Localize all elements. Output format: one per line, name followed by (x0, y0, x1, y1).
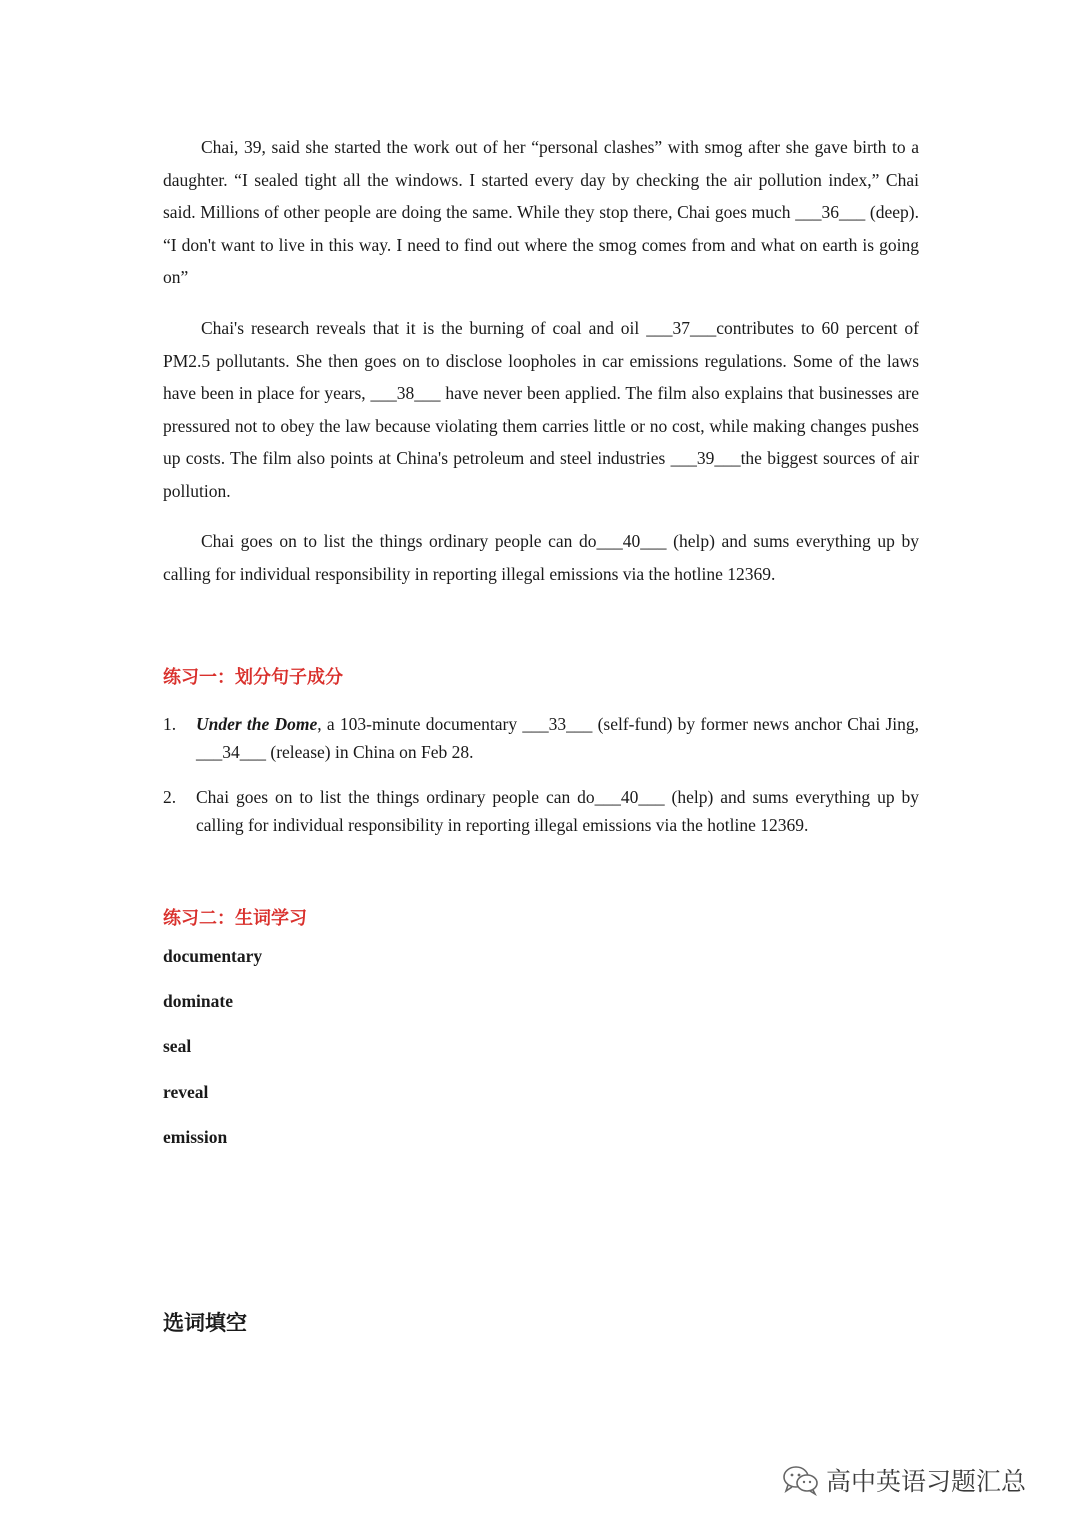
vocab-word: emission (163, 1127, 228, 1147)
passage-paragraph-2: Chai's research reveals that it is the burning of coal and oil ___37___contributes to 60 percent of PM2.5 pollutants. She then goes on to disclose loopholes in car emissions regulations. Some of the laws have been in place for years, ___38___ have never been applied. The film also explains that businesses are pressured not to obey the law because violating them carries little or no cost, while making changes pushes up costs. The film also points at China's petroleum and steel industries ___39___the biggest sources of air pollution. (163, 318, 919, 501)
exercise1-item-1 (163, 711, 919, 766)
exercise2-heading: 练习二：生词学习 (163, 908, 307, 929)
item-number: 2. (163, 787, 177, 807)
passage-paragraph-3: Chai goes on to list the things ordinary people can do___40___ (help) and sums everything up by calling for individual responsibility in reporting illegal emissions via the hotline 12369. (163, 531, 919, 584)
vocab-word: dominate (163, 991, 233, 1011)
film-title: Under the Dome (196, 714, 318, 734)
wechat-icon (782, 1464, 820, 1496)
item-text: , a 103-minute documentary ___33___ (self-fund) by former news anchor Chai Jing, ___34___ (release) in China on Feb 28. (196, 714, 920, 762)
exercise1-heading: 练习一：划分句子成分 (163, 667, 343, 688)
passage-paragraph-1: Chai, 39, said she started the work out of her “personal clashes” with smog after she gave birth to a daughter. “I sealed tight all the windows. I started every day by checking the air pollution index,” Chai said. Millions of other people are doing the same. While they stop there, Chai goes much ___36___ (deep). “I don't want to live in this way. I need to find out where the smog comes from and what on earth is going on” (163, 137, 919, 288)
vocab-word: documentary (163, 946, 263, 966)
fill-in-heading: 选词填空 (163, 1311, 247, 1335)
watermark (782, 1462, 1026, 1498)
vocab-word: seal (163, 1036, 192, 1056)
vocab-word: reveal (163, 1082, 209, 1102)
item-number: 1. (163, 714, 177, 734)
item-text: Chai goes on to list the things ordinary people can do___40___ (help) and sums everything up by calling for individual responsibility in reporting illegal emissions via the hotline 12369. (196, 787, 919, 835)
watermark-text: 高中英语习题汇总 (826, 1467, 1027, 1496)
exercise1-item-2 (163, 784, 919, 839)
